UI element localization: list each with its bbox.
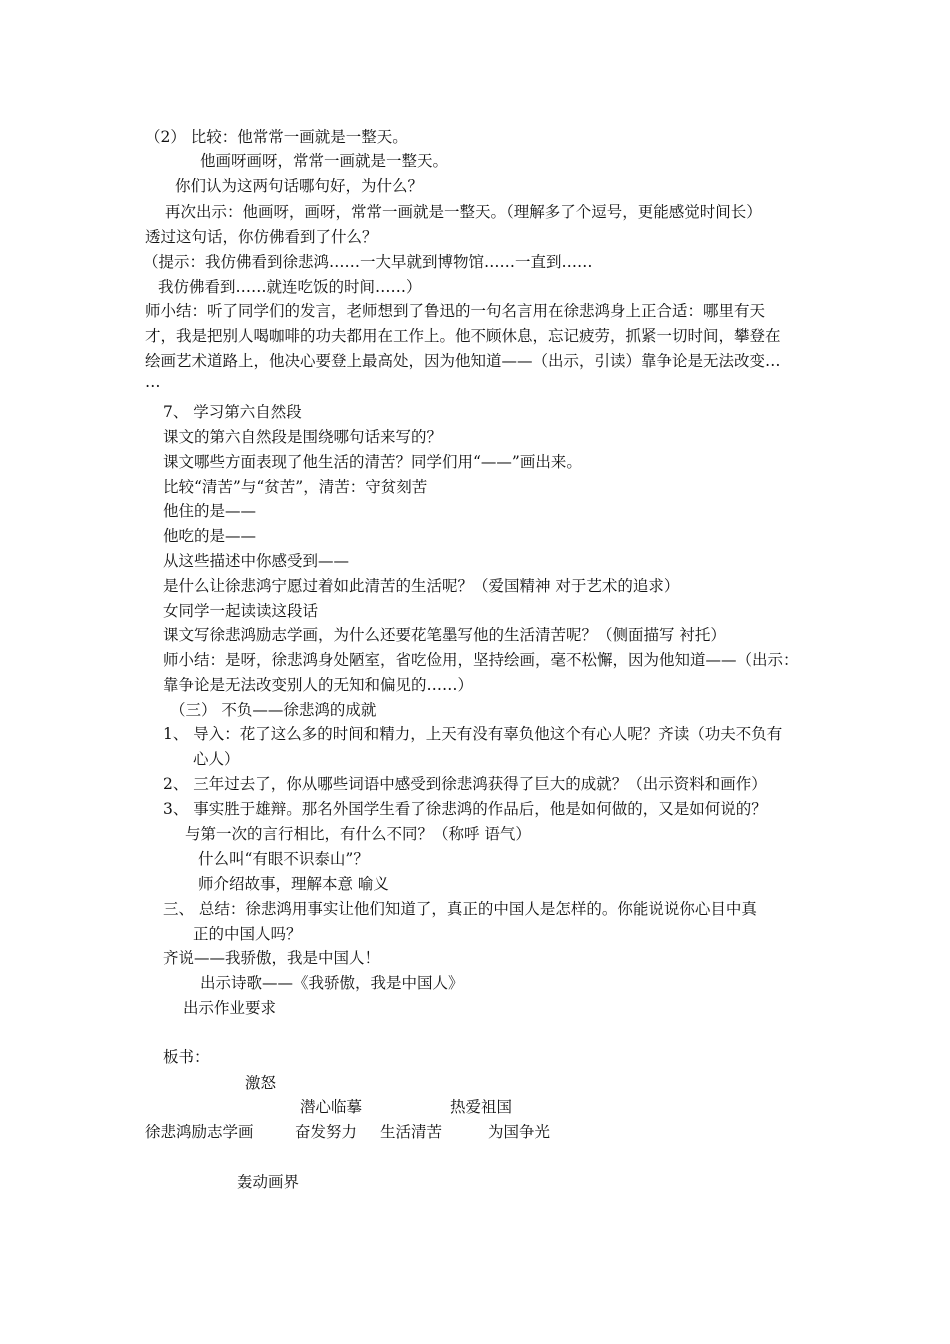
text-line: 1、 导入：花了这么多的时间和精力，上天有没有辜负他这个有心人呢？齐读（功夫不负有 xyxy=(163,725,783,743)
text-line: 课文哪些方面表现了他生活的清苦？同学们用“——”画出来。 xyxy=(163,453,582,471)
text-line: 比较“清苦”与“贫苦”，清苦：守贫刻苦 xyxy=(163,478,428,496)
text-line: 出示诗歌——《我骄傲，我是中国人》 xyxy=(200,974,464,992)
text-line: 你们认为这两句话哪句好，为什么？ xyxy=(175,177,424,195)
text-line: 透过这句话，你仿佛看到了什么？ xyxy=(145,228,378,246)
section-heading: （三） 不负——徐悲鸿的成就 xyxy=(170,701,377,719)
text-line: 女同学一起读读这段话 xyxy=(163,602,319,620)
text-line: 什么叫“有眼不识泰山”？ xyxy=(198,850,369,868)
text-line: 齐说——我骄傲，我是中国人！ xyxy=(163,949,381,967)
board-item: 为国争光 xyxy=(488,1123,551,1141)
board-item: 激怒 xyxy=(245,1074,277,1092)
text-line: 他画呀画呀，常常一画就是一整天。 xyxy=(200,152,449,170)
board-item: 轰动画界 xyxy=(237,1173,300,1191)
text-line: 靠争论是无法改变别人的无知和偏见的……） xyxy=(163,676,474,694)
text-line: 师介绍故事，理解本意 喻义 xyxy=(198,875,389,893)
text-line: 我仿佛看到……就连吃饭的时间……） xyxy=(158,278,422,296)
text-line: 课文写徐悲鸿励志学画，为什么还要花笔墨写他的生活清苦呢？（侧面描写 衬托） xyxy=(163,626,726,644)
text-line: 心人） xyxy=(193,750,240,768)
board-item: 热爱祖国 xyxy=(450,1098,513,1116)
text-line: （提示：我仿佛看到徐悲鸿……一大早就到博物馆……一直到…… xyxy=(143,253,593,271)
text-line: 他吃的是—— xyxy=(163,527,257,545)
text-line: … xyxy=(145,373,161,391)
text-line: 正的中国人吗？ xyxy=(193,925,302,943)
text-line: 师小结：是呀，徐悲鸿身处陋室，省吃俭用，坚持绘画，毫不松懈，因为他知道——（出示： xyxy=(163,651,799,669)
text-line: 师小结：听了同学们的发言，老师想到了鲁迅的一句名言用在徐悲鸿身上正合适：哪里有天 xyxy=(145,302,766,320)
board-item: 奋发努力 xyxy=(295,1123,358,1141)
text-line: 再次出示：他画呀，画呀，常常一画就是一整天。（理解多了个逗号，更能感觉时间长） xyxy=(165,203,762,221)
text-line: （2） 比较：他常常一画就是一整天。 xyxy=(145,128,408,146)
text-line: 出示作业要求 xyxy=(183,999,277,1017)
text-line: 绘画艺术道路上，他决心要登上最高处，因为他知道——（出示，引读）靠争论是无法改变… xyxy=(145,352,781,370)
section-heading: 三、 总结：徐悲鸿用事实让他们知道了，真正的中国人是怎样的。你能说说你心目中真 xyxy=(163,900,757,918)
text-line: 与第一次的言行相比，有什么不同？（称呼 语气） xyxy=(185,825,531,843)
board-item: 生活清苦 xyxy=(380,1123,443,1141)
text-line: 是什么让徐悲鸿宁愿过着如此清苦的生活呢？（爱国精神 对于艺术的追求） xyxy=(163,577,680,595)
section-heading: 7、 学习第六自然段 xyxy=(163,403,302,421)
text-line: 课文的第六自然段是围绕哪句话来写的？ xyxy=(163,428,443,446)
text-line: 3、 事实胜于雄辩。那名外国学生看了徐悲鸿的作品后，他是如何做的，又是如何说的？ xyxy=(163,800,767,818)
board-heading: 板书： xyxy=(163,1048,210,1066)
text-line: 2、 三年过去了，你从哪些词语中感受到徐悲鸿获得了巨大的成就？（出示资料和画作） xyxy=(163,775,767,793)
board-item: 潜心临摹 xyxy=(300,1098,363,1116)
text-line: 他住的是—— xyxy=(163,502,257,520)
text-line: 从这些描述中你感受到—— xyxy=(163,552,350,570)
board-title: 徐悲鸿励志学画 xyxy=(145,1123,254,1141)
text-line: 才，我是把别人喝咖啡的功夫都用在工作上。他不顾休息，忘记疲劳，抓紧一切时间，攀登在 xyxy=(145,327,781,345)
